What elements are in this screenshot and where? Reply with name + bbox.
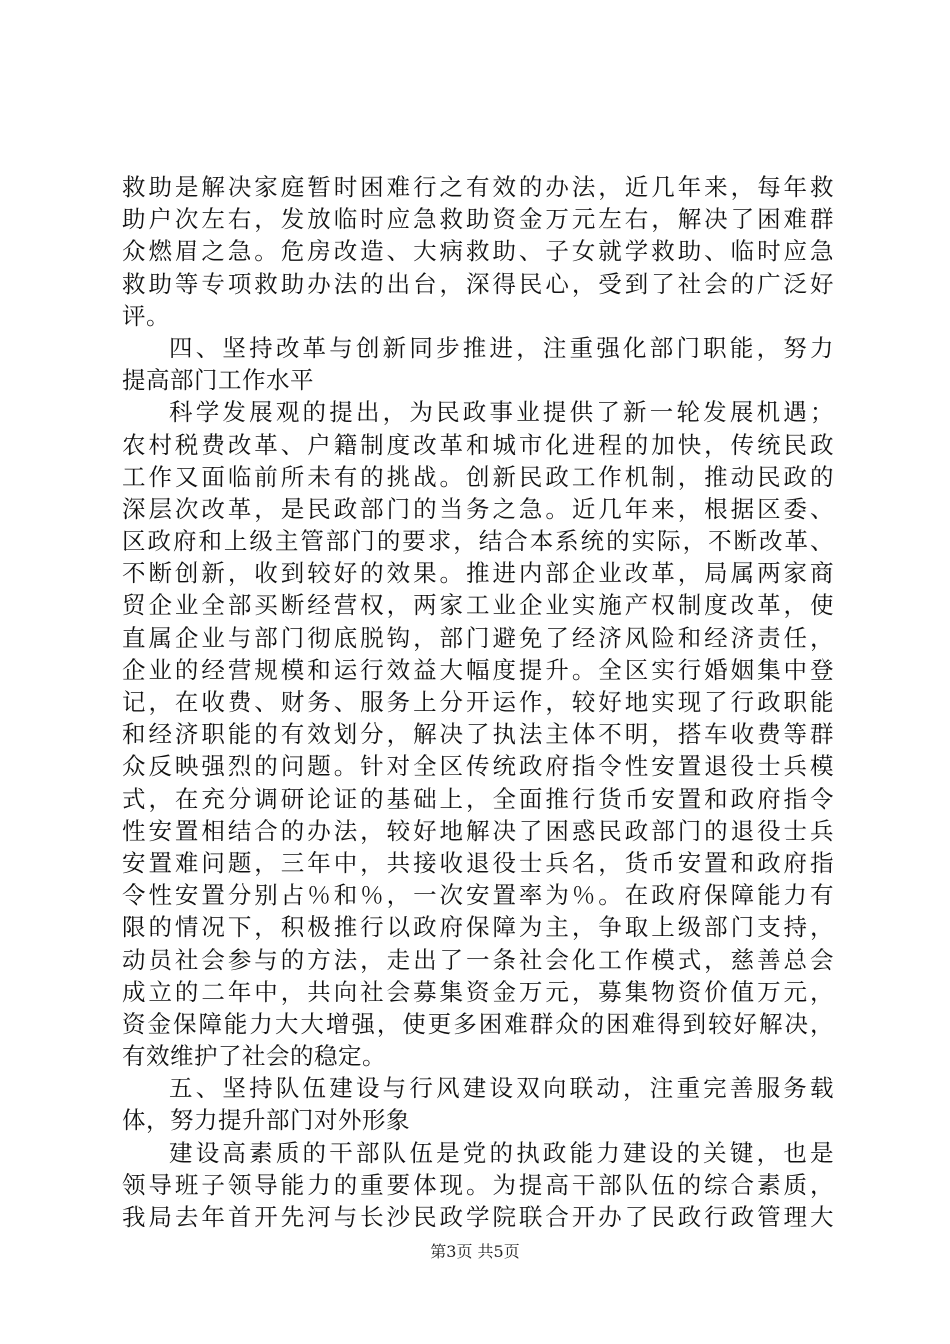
page-footer: 第3页 共5页: [430, 1242, 520, 1261]
text-line: 农村税费改革、户籍制度改革和城市化进程的加快，传统民政: [122, 430, 834, 459]
text-line: 深层次改革，是民政部门的当务之急。近几年来，根据区委、: [122, 494, 834, 523]
text-line: 提高部门工作水平: [122, 366, 314, 395]
text-line: 建设高素质的干部队伍是党的执政能力建设的关键，也是: [169, 1138, 834, 1167]
text-line: 成立的二年中，共向社会募集资金万元，募集物资价值万元，: [122, 977, 834, 1006]
text-line: 不断创新，收到较好的效果。推进内部企业改革，局属两家商: [122, 559, 834, 588]
text-line: 和经济职能的有效划分，解决了执法主体不明，搭车收费等群: [122, 720, 834, 749]
text-line: 体，努力提升部门对外形象: [122, 1106, 410, 1135]
text-line: 救助是解决家庭暂时困难行之有效的办法，近几年来，每年救: [122, 173, 834, 201]
text-line: 救助等专项救助办法的出台，深得民心，受到了社会的广泛好: [122, 269, 834, 298]
text-line: 令性安置分别占％和％，一次安置率为％。在政府保障能力有: [122, 881, 834, 910]
text-line: 企业的经营规模和运行效益大幅度提升。全区实行婚姻集中登: [122, 655, 834, 684]
text-line: 五、坚持队伍建设与行风建设双向联动，注重完善服务载: [169, 1074, 834, 1103]
text-line: 四、坚持改革与创新同步推进，注重强化部门职能，努力: [169, 333, 834, 362]
text-line: 区政府和上级主管部门的要求，结合本系统的实际，不断改革、: [122, 527, 834, 556]
text-line: 我局去年首开先河与长沙民政学院联合开办了民政行政管理大: [122, 1203, 834, 1231]
text-line: 性安置相结合的办法，较好地解决了困惑民政部门的退役士兵: [122, 816, 834, 845]
text-line: 资金保障能力大大增强，使更多困难群众的困难得到较好解决，: [122, 1009, 834, 1038]
text-line: 工作又面临前所未有的挑战。创新民政工作机制，推动民政的: [122, 462, 834, 491]
text-line: 评。: [122, 301, 170, 330]
text-line: 动员社会参与的方法，走出了一条社会化工作模式，慈善总会: [122, 945, 834, 974]
text-line: 限的情况下，积极推行以政府保障为主，争取上级部门支持，: [122, 913, 834, 942]
text-line: 领导班子领导能力的重要体现。为提高干部队伍的综合素质，: [122, 1170, 834, 1199]
text-line: 助户次左右，发放临时应急救助资金万元左右，解决了困难群: [122, 205, 834, 234]
text-line: 直属企业与部门彻底脱钩，部门避免了经济风险和经济责任，: [122, 623, 834, 652]
text-line: 记，在收费、财务、服务上分开运作，较好地实现了行政职能: [122, 688, 834, 716]
text-line: 科学发展观的提出，为民政事业提供了新一轮发展机遇；: [169, 398, 834, 427]
text-line: 众反映强烈的问题。针对全区传统政府指令性安置退役士兵模: [122, 752, 834, 781]
text-line: 贸企业全部买断经营权，两家工业企业实施产权制度改革，使: [122, 591, 834, 620]
body-text: [122, 171, 834, 1233]
text-line: 安置难问题，三年中，共接收退役士兵名，货币安置和政府指: [122, 848, 834, 877]
text-line: 众燃眉之急。危房改造、大病救助、子女就学救助、临时应急: [122, 237, 834, 266]
text-line: 式，在充分调研论证的基础上，全面推行货币安置和政府指令: [122, 784, 834, 813]
text-line: 有效维护了社会的稳定。: [122, 1042, 386, 1071]
